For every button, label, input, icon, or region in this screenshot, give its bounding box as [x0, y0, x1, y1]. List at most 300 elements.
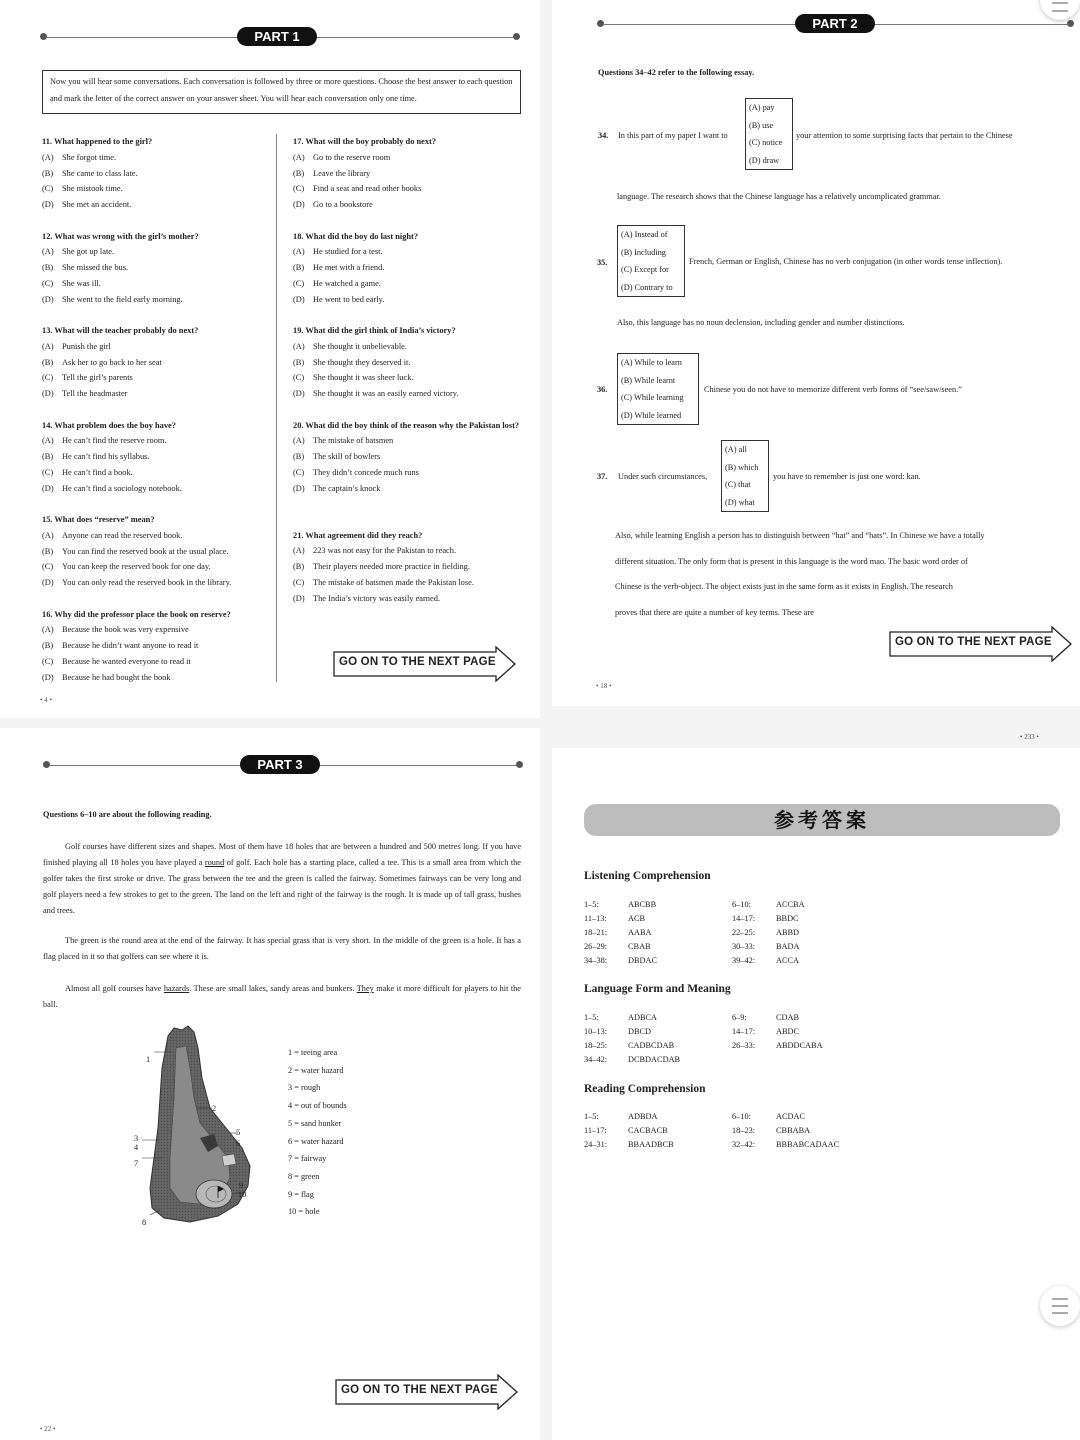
- essay-paragraph-line: Chinese is the verb-object. The object exists just in the same form as it exists in English. The research: [615, 582, 953, 591]
- option-text: Because he had bought the book: [62, 672, 171, 682]
- answer-option[interactable]: [293, 386, 523, 402]
- question-text: 21. What agreement did they reach?: [293, 530, 423, 540]
- option-letter: (C): [293, 278, 305, 288]
- answer-row: [584, 940, 880, 954]
- answer-letters: ACB: [628, 914, 646, 923]
- answer-letters: ABBD: [776, 928, 800, 937]
- answer-letters: ACCA: [776, 956, 800, 965]
- option-letter: (D): [293, 593, 305, 603]
- answer-option[interactable]: [293, 292, 523, 308]
- q35-option[interactable]: (D) Contrary to: [621, 282, 673, 292]
- diagram-label: 9: [239, 1181, 244, 1190]
- answer-option[interactable]: [293, 166, 523, 182]
- answer-option[interactable]: [293, 181, 523, 197]
- question-block: [293, 418, 523, 497]
- option-text: He met with a friend.: [313, 263, 385, 273]
- answer-range: 26–29:: [584, 942, 608, 951]
- option-letter: (B): [42, 263, 54, 273]
- legend-item: 2 = water hazard: [288, 1065, 344, 1075]
- answer-option[interactable]: [293, 591, 523, 607]
- go-next-arrow[interactable]: [889, 626, 1073, 662]
- underlined-word: hazards: [163, 984, 190, 993]
- answer-letters: BBDC: [776, 914, 799, 923]
- option-letter: (C): [42, 562, 54, 572]
- option-letter: (B): [42, 168, 54, 178]
- option-letter: (C): [42, 467, 54, 477]
- answer-option[interactable]: [293, 244, 523, 260]
- option-letter: (A): [293, 247, 305, 257]
- q35-continuation: Also, this language has no noun declension, including gender and number distinctions.: [617, 318, 905, 327]
- answer-range: 1–5:: [584, 1112, 599, 1121]
- answer-option[interactable]: [42, 465, 274, 481]
- question-block: [42, 607, 274, 686]
- q35-text-after: French, German or English, Chinese has no verb conjugation (in other words tense inflection).: [689, 257, 1003, 266]
- answer-letters: ACDAC: [776, 1112, 806, 1121]
- page-number: • 22 •: [40, 1425, 56, 1433]
- q37-options[interactable]: [721, 440, 769, 512]
- page-gap: [540, 0, 552, 718]
- legend-item: 4 = out of bounds: [288, 1101, 347, 1111]
- answer-grid-reading: [584, 1110, 880, 1152]
- option-text: The India’s victory was easily earned.: [313, 593, 440, 603]
- answer-option[interactable]: [42, 481, 274, 497]
- answer-option[interactable]: [42, 197, 274, 213]
- answer-option[interactable]: [293, 449, 523, 465]
- q35-option[interactable]: (A) Instead of: [621, 230, 668, 239]
- option-letter: (B): [42, 452, 54, 462]
- answer-letters: CADBCDAB: [628, 1041, 675, 1050]
- q37-text-before: Under such circumstances,: [618, 472, 708, 481]
- reading-paragraph-1: [43, 839, 521, 919]
- option-letter: (D): [42, 672, 54, 682]
- page-part1: [0, 0, 540, 718]
- answer-option[interactable]: [42, 276, 274, 292]
- menu-button[interactable]: [1040, 1286, 1080, 1326]
- legend-item: 8 = green: [288, 1171, 320, 1181]
- question-text: 15. What does “reserve” mean?: [42, 515, 155, 524]
- page-answers: [552, 748, 1080, 1440]
- answer-row: [584, 1039, 880, 1053]
- answer-row: [584, 1110, 880, 1124]
- answer-option[interactable]: [42, 622, 274, 638]
- legend-item: 3 = rough: [288, 1083, 321, 1093]
- menu-bar: [1052, 1305, 1068, 1307]
- option-letter: (C): [42, 184, 54, 194]
- option-text: He went to bed early.: [313, 294, 385, 304]
- menu-bar: [1052, 1312, 1068, 1314]
- menu-bar: [1052, 10, 1068, 12]
- q36-option[interactable]: (A) While to learn: [621, 358, 682, 367]
- question-block: [293, 134, 523, 213]
- page-number: • 18 •: [596, 682, 612, 690]
- answer-range: 6–10:: [732, 900, 751, 909]
- answer-row: [584, 912, 880, 926]
- option-text: Go to the reserve room: [313, 152, 391, 162]
- option-text: The mistake of batsmen made the Pakistan lose.: [313, 577, 474, 587]
- q34-text-before: In this part of my paper I want to: [618, 131, 728, 140]
- option-letter: (C): [293, 467, 305, 477]
- option-text: She mistook time.: [62, 184, 123, 194]
- answer-range: 11–17:: [584, 1126, 607, 1135]
- diagram-label: 2: [212, 1104, 217, 1113]
- option-letter: (C): [42, 373, 54, 383]
- answer-option[interactable]: [293, 197, 523, 213]
- question-text: 19. What did the girl think of India’s victory?: [293, 326, 456, 335]
- question-block: [42, 323, 274, 402]
- option-letter: (D): [293, 294, 305, 304]
- diagram-legend: [288, 1044, 347, 1221]
- page-number: • 4 •: [40, 696, 52, 704]
- option-text: He can’t find a book.: [62, 467, 133, 477]
- option-letter: (D): [293, 389, 305, 399]
- answer-range: 6–10:: [732, 1112, 751, 1121]
- page-part3: [0, 728, 540, 1440]
- answer-range: [732, 1053, 776, 1067]
- answer-range: 30–33:: [732, 942, 756, 951]
- option-text: He can’t find the reserve room.: [62, 436, 167, 446]
- answer-option[interactable]: [293, 150, 523, 166]
- option-text: She forgot time.: [62, 152, 117, 162]
- legend-item: 5 = sand bunker: [288, 1118, 342, 1128]
- question-block: [293, 323, 523, 402]
- option-text: She met an accident.: [62, 200, 132, 210]
- option-text: Tell the headmaster: [62, 389, 128, 399]
- option-text: Tell the girl’s parents: [62, 373, 133, 383]
- q35-option[interactable]: (C) Except for: [621, 265, 669, 274]
- answer-letters: CACBACB: [628, 1126, 668, 1135]
- answer-option[interactable]: [293, 260, 523, 276]
- option-text: He watched a game.: [313, 278, 381, 288]
- option-letter: (D): [42, 294, 54, 304]
- legend-item: 6 = water hazard: [288, 1136, 344, 1146]
- option-text: Go to a bookstore: [313, 200, 373, 210]
- page-part2: [552, 0, 1080, 706]
- q34-option[interactable]: (C) notice: [749, 138, 783, 147]
- answer-option[interactable]: [293, 481, 523, 497]
- answer-option[interactable]: [42, 559, 274, 575]
- go-next-label: GO ON TO THE NEXT PAGE: [339, 656, 496, 668]
- option-letter: (D): [293, 200, 305, 210]
- page-gap: [0, 718, 540, 728]
- answer-option[interactable]: [293, 575, 523, 591]
- header-dot-right: [516, 761, 523, 768]
- q34-options[interactable]: [745, 98, 793, 170]
- question-block: [293, 229, 523, 308]
- answer-option[interactable]: [42, 386, 274, 402]
- option-text: You can keep the reserved book for one day.: [62, 562, 211, 572]
- answer-option[interactable]: [293, 559, 523, 575]
- option-letter: (A): [42, 625, 54, 635]
- part-title: PART 2: [795, 14, 875, 33]
- option-letter: (A): [293, 341, 305, 351]
- answer-row: [584, 1011, 880, 1025]
- answer-grid-listening: [584, 898, 880, 968]
- diagram-label: 3: [134, 1134, 139, 1143]
- option-text: She was ill.: [62, 278, 101, 288]
- essay-paragraph-line: different situation. The only form that is present in this language is the word mao. The basic word order of: [615, 557, 968, 566]
- option-letter: (D): [293, 483, 305, 493]
- option-letter: (A): [42, 341, 54, 351]
- answer-option[interactable]: [42, 449, 274, 465]
- answer-letters: ABDC: [776, 1027, 800, 1036]
- q36-options[interactable]: [617, 353, 699, 425]
- option-text: Find a seat and read other books: [313, 184, 422, 194]
- option-text: Because the book was very expensive: [62, 625, 189, 635]
- question-block: [42, 512, 274, 591]
- q35-option[interactable]: (B) Including: [621, 247, 666, 257]
- section-title: Reading Comprehension: [584, 1083, 706, 1095]
- option-letter: (D): [42, 483, 54, 493]
- answer-option[interactable]: [42, 528, 274, 544]
- page-gap: [552, 706, 1080, 748]
- answer-row: [584, 1025, 880, 1039]
- q36-option[interactable]: (C) While learning: [621, 393, 684, 402]
- option-text: They didn’t concede much runs: [313, 467, 419, 477]
- question-text: 12. What was wrong with the girl’s mother?: [42, 231, 199, 241]
- option-letter: (A): [42, 152, 54, 162]
- reading-paragraph-3: [43, 981, 521, 1013]
- question-text: 16. Why did the professor place the book on reserve?: [42, 609, 231, 619]
- option-text: Leave the library: [313, 168, 371, 178]
- answer-range: 18–23:: [732, 1126, 756, 1135]
- answer-option[interactable]: [42, 244, 274, 260]
- q34-option[interactable]: (A) pay: [749, 103, 775, 112]
- option-letter: (A): [42, 530, 54, 540]
- part-title: PART 1: [237, 27, 317, 46]
- answer-option[interactable]: [42, 292, 274, 308]
- answer-letters: DBCD: [628, 1027, 652, 1036]
- q35-number: 35.: [597, 258, 608, 267]
- answer-row: [584, 1124, 880, 1138]
- column-divider: [276, 134, 277, 682]
- answer-range: 1–5:: [584, 1013, 599, 1022]
- go-next-label: GO ON TO THE NEXT PAGE: [341, 1384, 498, 1396]
- option-text: She came to class late.: [62, 168, 138, 178]
- option-letter: (B): [293, 263, 305, 273]
- option-text: She thought it was sheer luck.: [313, 373, 414, 383]
- q37-text-after: you have to remember is just one word: kan.: [773, 472, 921, 481]
- option-letter: (D): [42, 200, 54, 210]
- option-letter: (A): [42, 247, 54, 257]
- golf-hole-diagram: [130, 1018, 270, 1228]
- green-area: [196, 1180, 232, 1208]
- answer-range: 14–17:: [732, 914, 756, 923]
- go-next-label: GO ON TO THE NEXT PAGE: [895, 636, 1052, 648]
- section-title: Listening Comprehension: [584, 870, 711, 882]
- diagram-label: 4: [134, 1143, 139, 1152]
- reading-paragraph-2: The green is the round area at the end of the fairway. It has special grass that is very short. In the middle of the green is a hole. It has a flag placed in it so that golfers can see where it is.: [43, 936, 521, 961]
- legend-item: 1 = teeing area: [288, 1048, 338, 1057]
- diagram-label: 8: [142, 1218, 147, 1227]
- option-text: 223 was not easy for the Pakistan to reach.: [313, 546, 457, 556]
- answer-range: 34–42:: [584, 1055, 608, 1064]
- sand-bunker: [222, 1154, 236, 1166]
- instructions-box: Now you will hear some conversations. Each conversation is followed by three or more questions. Choose the best answer to each question and mark the letter of the correct answer on your answer sheet. You will hear each conversation only one time.: [42, 70, 521, 114]
- option-text: Because he didn’t want anyone to read it: [62, 641, 199, 651]
- option-letter: (A): [42, 436, 54, 446]
- menu-bar: [1052, 2, 1068, 4]
- answer-option[interactable]: [293, 339, 523, 355]
- answer-option[interactable]: [42, 150, 274, 166]
- underlined-word: round: [204, 858, 225, 867]
- answer-range: 11–13:: [584, 914, 607, 923]
- answer-option[interactable]: [293, 543, 523, 559]
- answer-letters: BBBABCADAAC: [776, 1140, 840, 1149]
- q37-option[interactable]: (C) that: [725, 480, 751, 489]
- diagram-label: 7: [134, 1159, 139, 1168]
- option-text: Their players needed more practice in fielding.: [313, 562, 470, 572]
- answer-row: [584, 926, 880, 940]
- answer-option[interactable]: [42, 654, 274, 670]
- option-text: Anyone can read the reserved book.: [62, 530, 183, 540]
- option-text: Ask her to go back to her seat: [62, 357, 162, 367]
- part-title: PART 3: [240, 755, 320, 774]
- answer-letters: ADBCA: [628, 1013, 658, 1022]
- answer-range: 34–38:: [584, 956, 608, 965]
- text-span: of golf. Each hole has a starting place, called a tee. This is a small area from which the golfer takes the first stroke or drive. The grass between the tee and the green is called the fairway. Sometimes fairways can be very long and golf players need a few strokes to get to the green. The land on the left and right of the fairway is the rough. It is made up of tall grass, bushes and trees.: [43, 858, 521, 915]
- option-letter: (A): [293, 436, 305, 446]
- q37-option[interactable]: (A) all: [725, 445, 747, 454]
- go-next-arrow[interactable]: [333, 646, 517, 682]
- option-text: Punish the girl: [62, 341, 111, 351]
- answer-option[interactable]: [42, 370, 274, 386]
- legend-item: 7 = fairway: [288, 1154, 327, 1164]
- question-text: 14. What problem does the boy have?: [42, 420, 176, 430]
- question-block: [293, 528, 523, 607]
- q36-option[interactable]: (B) While learnt: [621, 375, 676, 385]
- go-next-arrow[interactable]: [335, 1374, 519, 1410]
- answer-option[interactable]: [293, 465, 523, 481]
- legend-item: 9 = flag: [288, 1189, 314, 1199]
- q37-option[interactable]: (D) what: [725, 497, 755, 507]
- option-letter: (D): [42, 389, 54, 399]
- answer-option[interactable]: [293, 355, 523, 371]
- answer-range: 6–9:: [732, 1013, 747, 1022]
- answer-option[interactable]: [42, 433, 274, 449]
- legend-item: 10 = hole: [288, 1207, 320, 1217]
- answer-letters: DBDAC: [628, 956, 658, 965]
- answer-option[interactable]: [42, 260, 274, 276]
- answer-row: [584, 1053, 880, 1067]
- answer-letters: ABCBB: [628, 900, 657, 909]
- q36-text-after: Chinese you do not have to memorize different verb forms of “see/saw/seen.”: [704, 385, 962, 394]
- option-text: The captain’s knock: [313, 483, 381, 493]
- q34-text-after: your attention to some surprising facts that pertain to the Chinese: [796, 131, 1013, 140]
- answer-option[interactable]: [42, 166, 274, 182]
- answer-option[interactable]: [293, 276, 523, 292]
- answer-range: 18–21:: [584, 928, 608, 937]
- page-number: • 233 •: [1020, 733, 1039, 741]
- q37-option[interactable]: (B) which: [725, 462, 759, 472]
- option-text: You can only read the reserved book in the library.: [62, 578, 232, 588]
- answer-grid-language: [584, 1011, 880, 1067]
- answer-range: 10–13:: [584, 1027, 608, 1036]
- option-text: Because he wanted everyone to read it: [62, 656, 191, 666]
- header-dot-right: [513, 33, 520, 40]
- menu-bar: [1052, 1298, 1068, 1300]
- answer-letters: [776, 1053, 880, 1067]
- text-span: Golf courses have different sizes and shapes. Most of them have 18 holes that are between a hundred and 500 metres long. If you have finished playing all 18 holes you have played a: [43, 842, 521, 867]
- q34-option[interactable]: (B) use: [749, 120, 774, 130]
- answer-range: 39–42:: [732, 956, 756, 965]
- answer-range: 32–42:: [732, 1140, 756, 1149]
- answer-option[interactable]: [293, 433, 523, 449]
- answer-range: 26–33:: [732, 1041, 756, 1050]
- answer-option[interactable]: [42, 638, 274, 654]
- answer-letters: ABDDCABA: [776, 1041, 823, 1050]
- answer-range: 22–25:: [732, 928, 756, 937]
- q34-option[interactable]: (D) draw: [749, 155, 780, 165]
- answer-range: 1–5:: [584, 900, 599, 909]
- option-text: He studied for a test.: [313, 247, 383, 257]
- q34-continuation: language. The research shows that the Chinese language has a relatively uncomplicated grammar.: [617, 192, 941, 201]
- answer-row: [584, 954, 880, 968]
- q37-number: 37.: [597, 472, 608, 481]
- answer-letters: ADBDA: [628, 1112, 658, 1121]
- answer-option[interactable]: [42, 339, 274, 355]
- question-text: 18. What did the boy do last night?: [293, 231, 419, 241]
- option-letter: (B): [293, 452, 305, 462]
- option-text: She thought it unbelievable.: [313, 341, 407, 351]
- question-text: 13. What will the teacher probably do next?: [42, 326, 199, 335]
- section-title: Language Form and Meaning: [584, 983, 731, 995]
- q34-number: 34.: [598, 131, 609, 140]
- q36-number: 36.: [597, 385, 608, 394]
- essay-intro: Questions 34–42 refer to the following essay.: [598, 68, 755, 77]
- q36-option[interactable]: (D) While learned: [621, 410, 682, 420]
- option-letter: (B): [293, 357, 305, 367]
- option-letter: (B): [293, 168, 305, 178]
- diagram-label: 10: [238, 1190, 247, 1199]
- option-letter: (C): [42, 278, 54, 288]
- question-text: 17. What will the boy probably do next?: [293, 137, 437, 146]
- answer-row: [584, 1138, 880, 1152]
- answer-row: [584, 898, 880, 912]
- option-text: You can find the reserved book at the usual place.: [62, 546, 229, 556]
- answer-option[interactable]: [42, 181, 274, 197]
- answer-letters: ACCBA: [776, 900, 805, 909]
- option-text: She missed the bus.: [62, 263, 129, 273]
- diagram-label: 6: [236, 1139, 241, 1148]
- option-letter: (C): [293, 577, 305, 587]
- answer-letters: CBBABA: [776, 1126, 811, 1135]
- diagram-label: 5: [236, 1128, 241, 1137]
- option-text: He can’t find his syllabus.: [62, 452, 150, 462]
- q35-options[interactable]: [617, 225, 685, 297]
- diagram-label: 1: [146, 1055, 151, 1064]
- answer-option[interactable]: [42, 544, 274, 560]
- answer-option[interactable]: [42, 575, 274, 591]
- option-letter: (C): [293, 184, 305, 194]
- option-text: The skill of bowlers: [313, 452, 381, 462]
- option-letter: (B): [42, 641, 54, 651]
- question-block: [42, 229, 274, 308]
- answer-option[interactable]: [42, 670, 274, 686]
- option-letter: (A): [293, 546, 305, 556]
- page-gap: [540, 718, 552, 1440]
- answer-range: 24–31:: [584, 1140, 608, 1149]
- question-block: [42, 418, 274, 497]
- answer-option[interactable]: [42, 355, 274, 371]
- question-block: [42, 134, 274, 213]
- option-letter: (C): [293, 373, 305, 383]
- text-span: . These are small lakes, sandy areas and bunkers.: [189, 984, 357, 993]
- option-letter: (B): [42, 357, 54, 367]
- text-span: Almost all golf courses have: [65, 984, 164, 993]
- answer-option[interactable]: [293, 370, 523, 386]
- header-dot-right: [1067, 20, 1074, 27]
- option-letter: (A): [293, 152, 305, 162]
